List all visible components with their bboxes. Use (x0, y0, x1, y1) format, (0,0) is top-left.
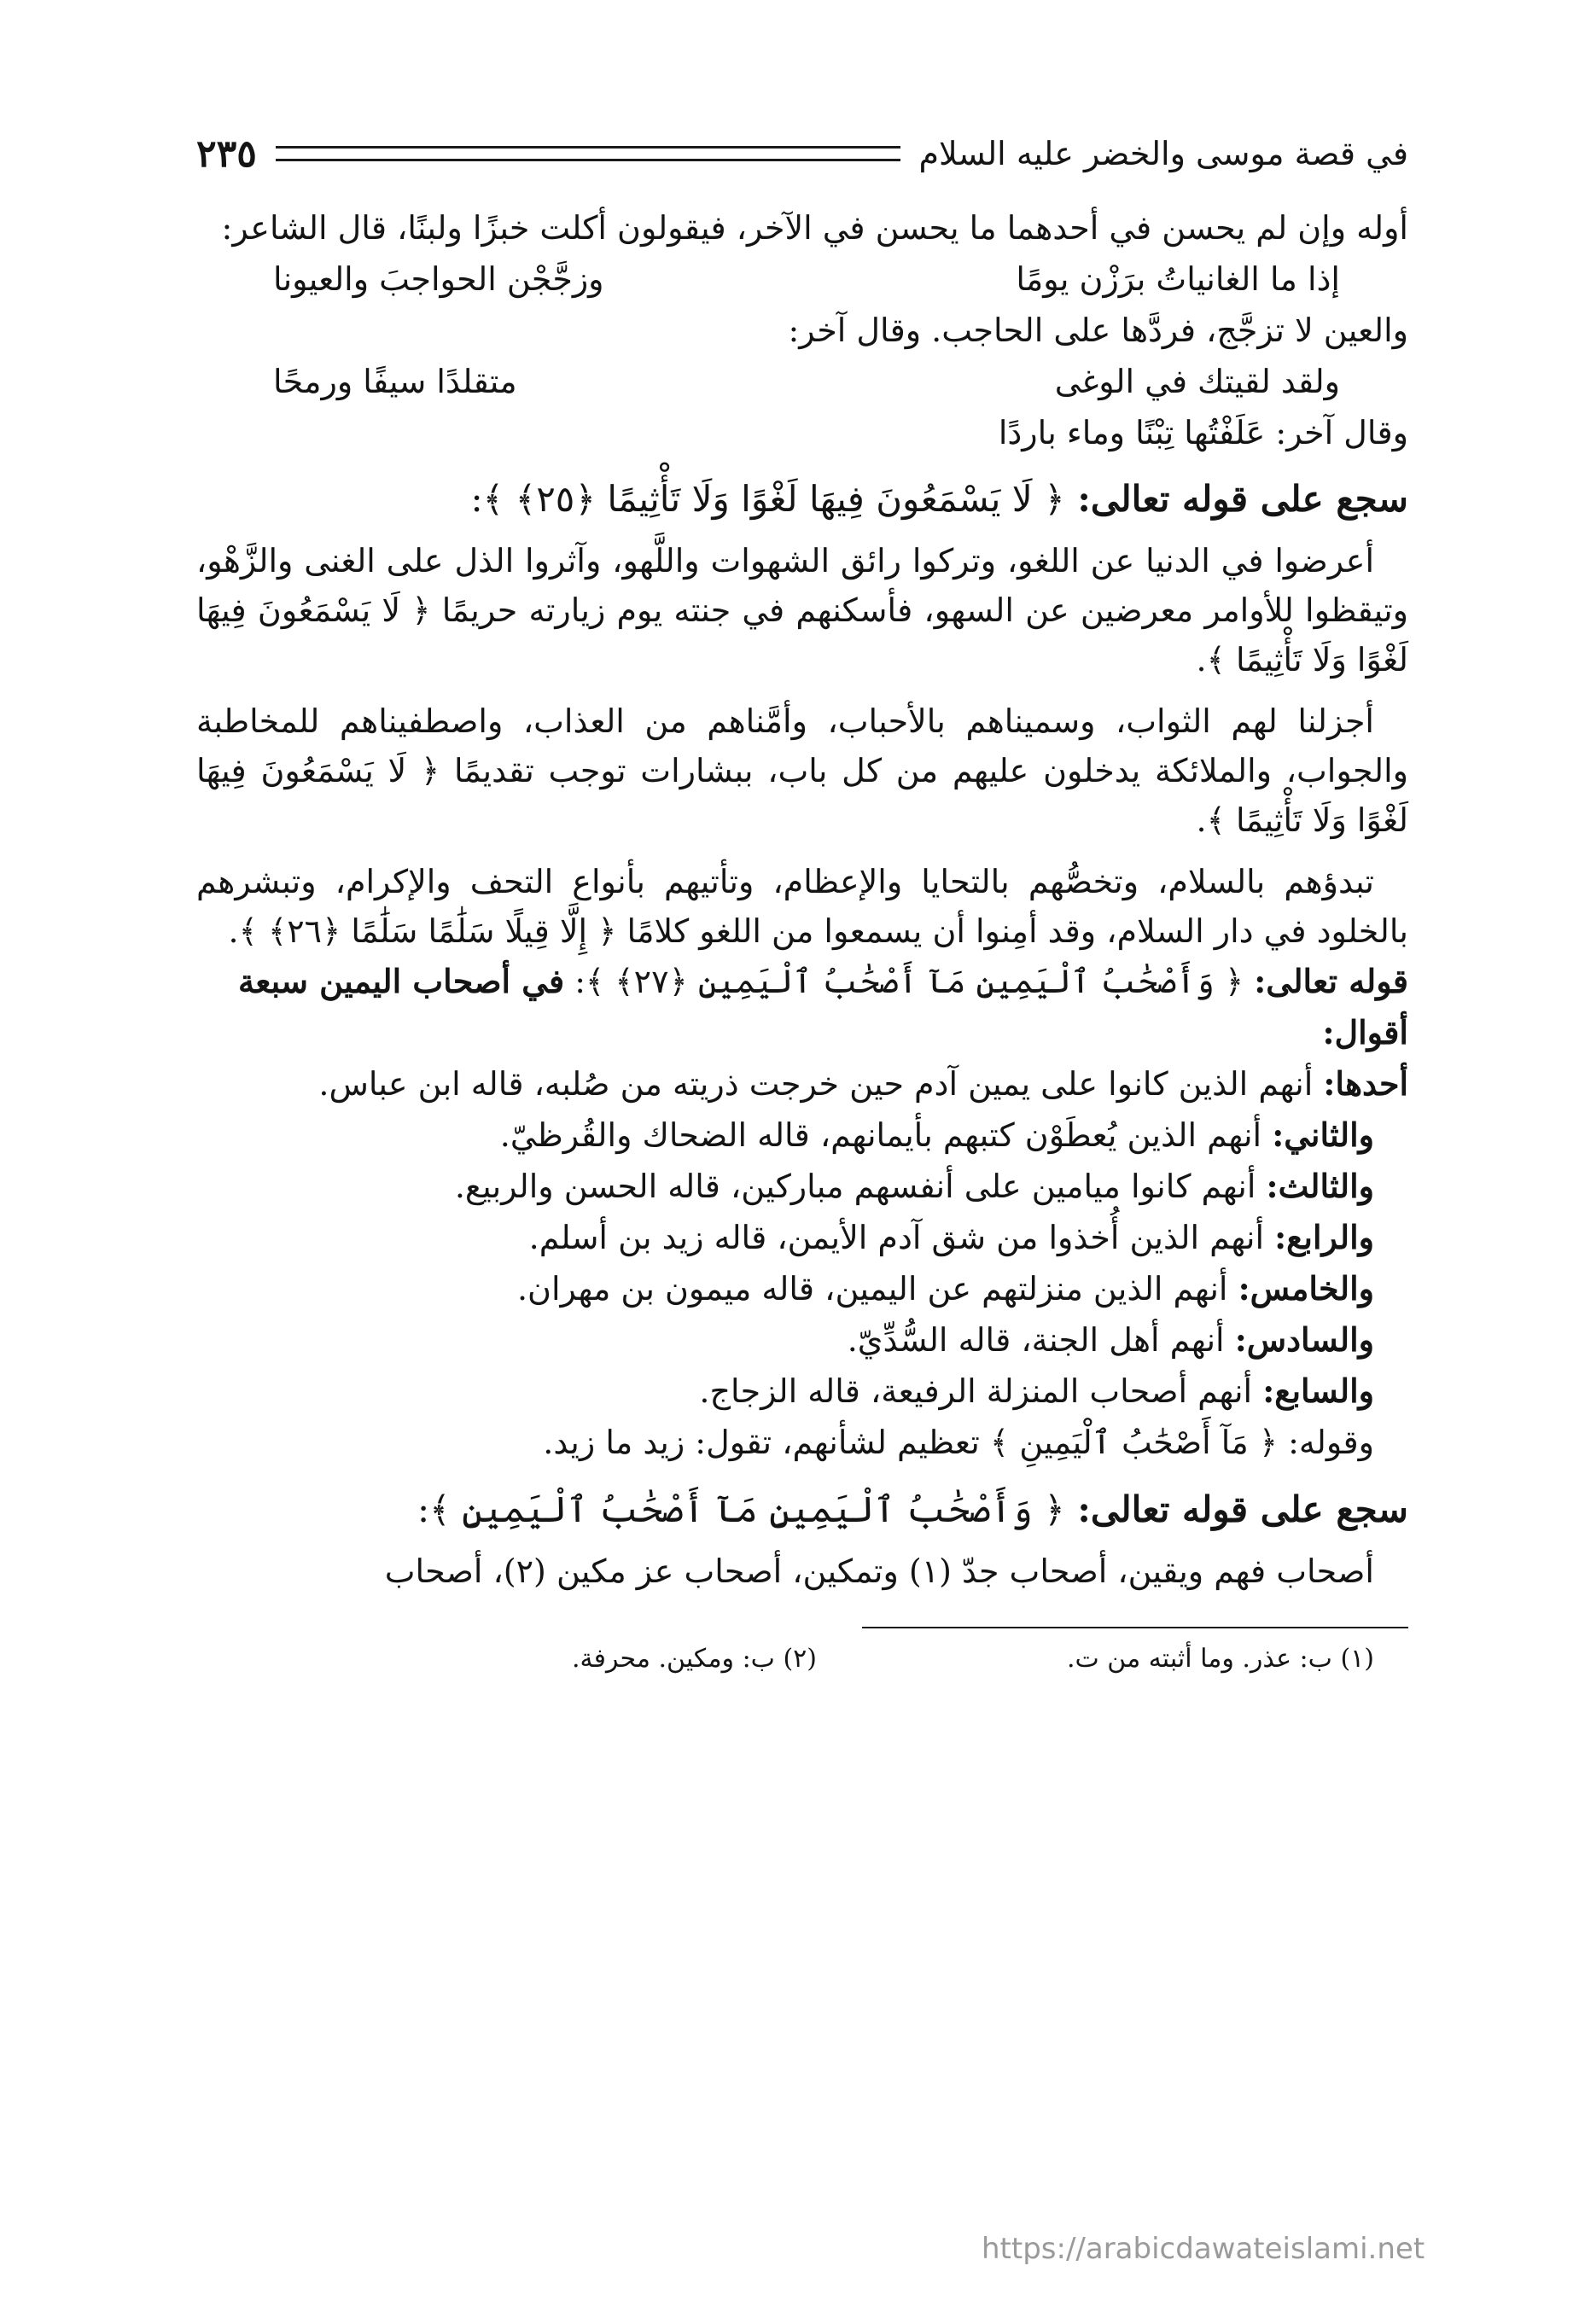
opinion-text: أنهم الذين كانوا على يمين آدم حين خرجت ذريته من صُلبه، قاله ابن عباس. (318, 1065, 1314, 1103)
header-rule (276, 146, 900, 161)
heading-tail: في أصحاب اليمين سبعة أقوال: (237, 962, 1408, 1051)
verse-second-hemistich: وزجَّجْن الحواجبَ والعيونا (273, 260, 604, 298)
opinion-label: والسابع: (1262, 1372, 1374, 1410)
opinion-text: أنهم أصحاب المنزلة الرفيعة، قاله الزجاج. (699, 1372, 1253, 1410)
poetry-verse (196, 253, 1408, 306)
opinion-text: أنهم الذين يُعطَوْن كتبهم بأيمانهم، قاله الضحاك والقُرظيّ. (499, 1116, 1262, 1154)
page-number: ٢٣٥ (196, 131, 257, 176)
watermark-url: https://arabicdawateislami.net (982, 2232, 1425, 2266)
footnote: (٢) ب: ومكين. محرفة. (572, 1644, 818, 1674)
opinion-label: والخامس: (1238, 1269, 1374, 1308)
opinion-item (196, 1058, 1408, 1110)
intro-line: أوله وإن لم يحسن في أحدهما ما يحسن في الآخر، فيقولون أكلت خبزًا ولبنًا، قال الشاعر: (221, 209, 1408, 247)
verse-first-hemistich: ولقد لقيتك في الوغى (1054, 363, 1340, 400)
opinion-label: والثاني: (1272, 1115, 1374, 1154)
text-line: والعين لا تزجَّج، فردَّها على الحاجب. وقال آخر: (788, 312, 1408, 349)
opinion-label: والرابع: (1274, 1218, 1374, 1256)
opinion-item (196, 1161, 1408, 1212)
header-title: في قصة موسى والخضر عليه السلام (918, 135, 1408, 172)
opinion-item (196, 1212, 1408, 1263)
opinion-text: أنهم الذين أُخذوا من شق آدم الأيمن، قاله زيد بن أسلم. (528, 1219, 1265, 1256)
paragraph: تبدؤهم بالسلام، وتخصُّهم بالتحايا والإعظام، وتأتيهم بأنواع التحف والإكرام، وتبشرهم بالخلود في دار السلام، وقد أمِنوا أن يسمعوا من اللغو كلامًا ﴿ إِلَّا قِيلًا سَلَٰمًا سَلَٰمًا ﴿٢٦﴾ ﴾. (196, 863, 1408, 950)
opinion-item (196, 1314, 1408, 1366)
paragraph: أصحاب فهم ويقين، أصحاب جدّ (١) وتمكين، أصحاب عز مكين (٢)، أصحاب (384, 1552, 1374, 1590)
opinion-item (196, 1366, 1408, 1417)
verse-second-hemistich: متقلدًا سيفًا ورمحًا (273, 363, 517, 400)
text-line: وقوله: ﴿ مَآ أَصْحَٰبُ ٱلْيَمِينِ ﴾ تعظيم لشأنهم، تقول: زيد ما زيد. (543, 1424, 1374, 1461)
page (196, 119, 1408, 1678)
opinion-label: أحدها: (1323, 1064, 1408, 1103)
section-heading (196, 956, 1408, 1058)
footnote: (١) ب: عذر. وما أثبته من ت. (1066, 1644, 1374, 1674)
footnote-divider (862, 1627, 1408, 1628)
verse-first-hemistich: إذا ما الغانياتُ برَزْن يومًا (1016, 260, 1340, 298)
paragraph: أجزلنا لهم الثواب، وسميناهم بالأحباب، وأمَّناهم من العذاب، واصطفيناهم للمخاطبة والجواب، والملائكة يدخلون عليهم من كل باب، ببشارات توجب تقديمًا ﴿ لَا يَسْمَعُونَ فِيهَا لَغْوًا وَلَا تَأْثِيمًا ﴾. (196, 702, 1408, 839)
opinion-item (196, 1110, 1408, 1161)
quran-verse: ﴿ وَأَصْحَٰبُ ٱلْيَمِينِ مَآ أَصْحَٰبُ ٱلْيَمِينِ ﴾: (417, 1488, 1065, 1530)
heading-label: قوله تعالى: (1254, 962, 1408, 1000)
opinion-text: أنهم كانوا ميامين على أنفسهم مباركين، قاله الحسن والربيع. (454, 1168, 1256, 1205)
poetry-verse (196, 355, 1408, 408)
opinion-text: أنهم أهل الجنة، قاله السُّدِّيّ. (847, 1321, 1225, 1359)
opinion-label: والسادس: (1234, 1320, 1374, 1359)
opinion-item (196, 1263, 1408, 1314)
paragraph: أعرضوا في الدنيا عن اللغو، وتركوا رائق الشهوات واللَّهو، وآثروا الذل على الغنى والزَّهْو، وتيقظوا للأوامر معرضين عن السهو، فأسكنهم في جنته يوم زيارته حريمًا ﴿ لَا يَسْمَعُونَ فِيهَا لَغْوًا وَلَا تَأْثِيمًا ﴾. (196, 542, 1408, 679)
section-heading (196, 1480, 1408, 1540)
quran-verse: ﴿ لَا يَسْمَعُونَ فِيهَا لَغْوًا وَلَا تَأْثِيمًا ﴿٢٥﴾ ﴾: (470, 478, 1065, 520)
quran-verse: ﴿ وَأَصْحَٰبُ ٱلْيَمِينِ مَآ أَصْحَٰبُ ٱلْيَمِينِ ﴿٢٧﴾ ﴾: (574, 963, 1244, 1000)
running-header (196, 119, 1408, 188)
section-heading (196, 469, 1408, 529)
heading-label: سجع على قوله تعالى: (1077, 478, 1408, 520)
footnotes (196, 1640, 1408, 1678)
opinion-text: أنهم الذين منزلتهم عن اليمين، قاله ميمون بن مهران. (516, 1270, 1228, 1308)
text-line: وقال آخر: عَلَفْتُها تِبْنًا وماء باردًا (998, 414, 1408, 451)
heading-label: سجع على قوله تعالى: (1077, 1488, 1408, 1530)
opinion-label: والثالث: (1266, 1167, 1374, 1205)
